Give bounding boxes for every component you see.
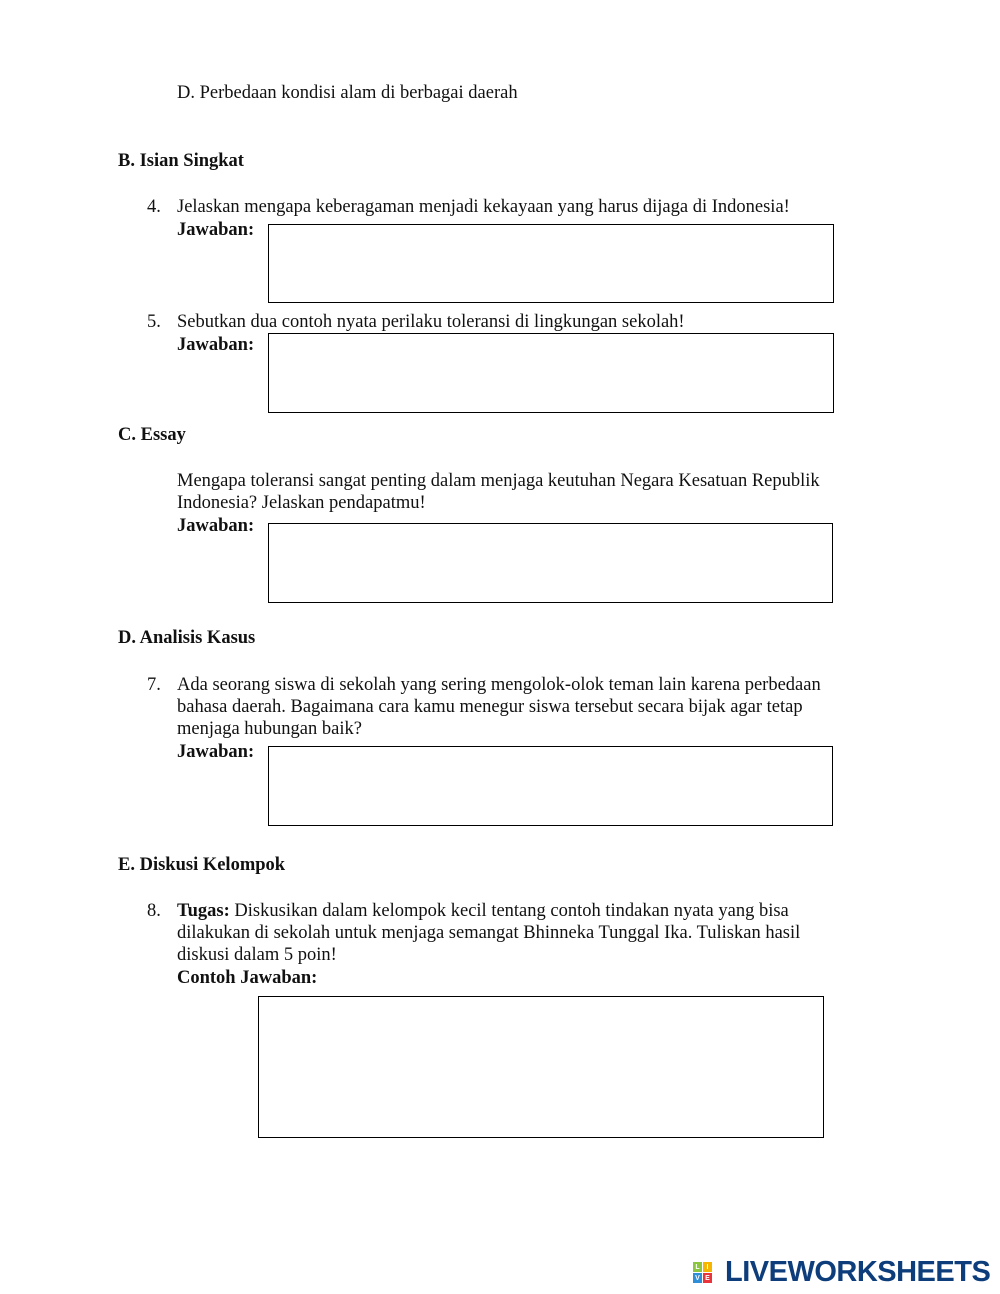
q7-line-1: Ada seorang siswa di sekolah yang sering mengolok-olok teman lain karena perbedaan [177, 675, 821, 695]
q5-answer-label: Jawaban: [177, 335, 255, 355]
essay-line-1: Mengapa toleransi sangat penting dalam menjaga keutuhan Negara Kesatuan Republik [177, 471, 820, 491]
q5-text: Sebutkan dua contoh nyata perilaku toleransi di lingkungan sekolah! [177, 312, 685, 332]
q7-line-2: bahasa daerah. Bagaimana cara kamu menegur siswa tersebut secara bijak agar tetap [177, 697, 803, 717]
q5-number: 5. [147, 312, 161, 332]
logo-tile: V [693, 1273, 702, 1283]
q7-line-3: menjaga hubungan baik? [177, 719, 362, 739]
logo-tile: L [693, 1262, 702, 1272]
q8-answer-box[interactable] [258, 996, 824, 1138]
q8-number: 8. [147, 901, 161, 921]
section-e-heading: E. Diskusi Kelompok [118, 855, 286, 875]
logo-tile: I [703, 1262, 712, 1272]
q8-line-1 [177, 900, 789, 922]
liveworksheets-logo [693, 1256, 990, 1289]
essay-answer-box[interactable] [268, 523, 833, 603]
q7-number: 7. [147, 675, 161, 695]
essay-line-2: Indonesia? Jelaskan pendapatmu! [177, 493, 426, 513]
q4-number: 4. [147, 197, 161, 217]
q4-answer-box[interactable] [268, 224, 834, 303]
q4-answer-label: Jawaban: [177, 220, 255, 240]
q8-line-3: diskusi dalam 5 poin! [177, 945, 337, 965]
q8-line-1-text: Diskusikan dalam kelompok kecil tentang contoh tindakan nyata yang bisa [229, 901, 789, 921]
logo-text: LIVEWORKSHEETS [725, 1256, 991, 1288]
q8-line-2: dilakukan di sekolah untuk menjaga semangat Bhinneka Tunggal Ika. Tuliskan hasil [177, 923, 801, 943]
q4-text: Jelaskan mengapa keberagaman menjadi kekayaan yang harus dijaga di Indonesia! [177, 197, 790, 217]
q8-answer-label: Contoh Jawaban: [177, 968, 318, 988]
section-d-heading: D. Analisis Kasus [118, 628, 256, 648]
section-b-heading: B. Isian Singkat [118, 151, 244, 171]
section-c-heading: C. Essay [118, 425, 186, 445]
q8-task-label: Tugas: [177, 901, 230, 921]
option-d: D. Perbedaan kondisi alam di berbagai daerah [177, 83, 518, 103]
q5-answer-box[interactable] [268, 333, 834, 413]
logo-tile: E [703, 1273, 712, 1283]
logo-tiles-icon [693, 1262, 722, 1283]
essay-answer-label: Jawaban: [177, 516, 255, 536]
q7-answer-label: Jawaban: [177, 742, 255, 762]
q7-answer-box[interactable] [268, 746, 833, 826]
